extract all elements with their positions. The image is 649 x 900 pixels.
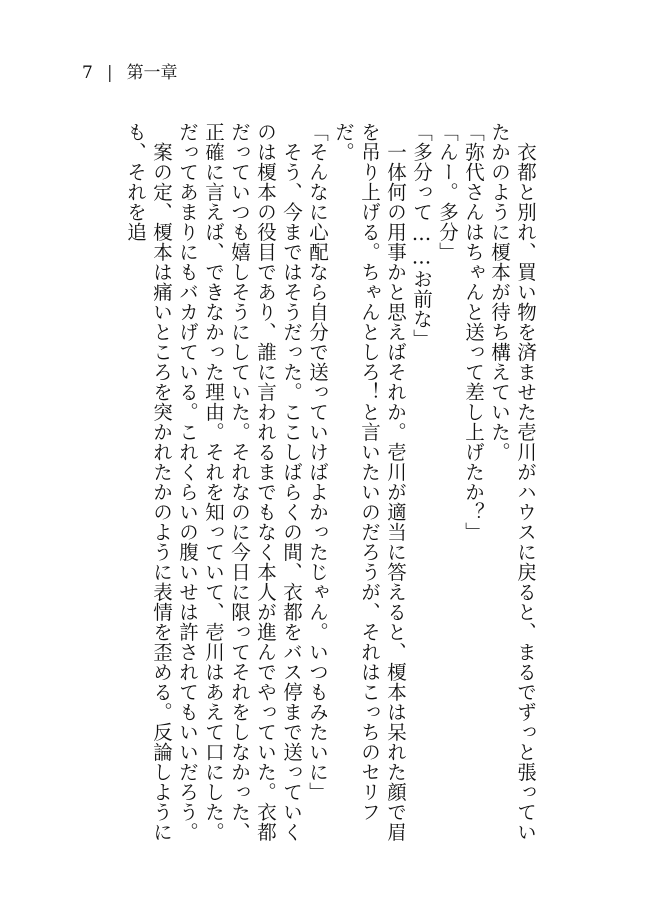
dialogue-line: 「弥代さんはちゃんと送って差し上げたか？」 — [462, 122, 485, 542]
page-header — [82, 60, 178, 86]
page-number: 7 — [82, 63, 93, 83]
dialogue-line: 「多分って……お前な」 — [410, 122, 433, 349]
paragraph: 衣都と別れ、買い物を済ませた壱川がハウスに戻ると、まるでずっと張っていたかのように榎本が待ち構えていた。 — [488, 122, 537, 842]
header-separator: | — [106, 63, 113, 83]
chapter-title: 第一章 — [126, 63, 178, 83]
paragraph: 一体何の用事かと思えばそれか。壱川が適当に答えると、榎本は呆れた顔で眉を吊り上げる。ちゃんとしろ！と言いたいのだろうが、それはこっちのセリフだ。 — [332, 122, 407, 842]
paragraph: そう、今まではそうだった。ここしばらくの間、衣都をバス停まで送っていくのは榎本の役目であり、誰に言われるまでもなく本人が進んでやっていた。衣都だっていつも嬉しそうにしていた。それなのに今日に限ってそれをしなかった、正確に言えば、できなかった理由。それを知っていて、壱川はあえて口にした。だってあまりにもバカげている。これくらいの腹いせは許されてもいいだろう。 — [176, 122, 303, 842]
vertical-text-body — [118, 122, 538, 852]
dialogue-line: 「んー。多分」 — [436, 122, 459, 262]
paragraph: 案の定、榎本は痛いところを突かれたかのように表情を歪める。反論しようにも、それを追 — [124, 122, 173, 842]
dialogue-line: 「そんなに心配なら自分で送っていけばよかったじゃん。いつもみたいに」 — [306, 122, 329, 802]
